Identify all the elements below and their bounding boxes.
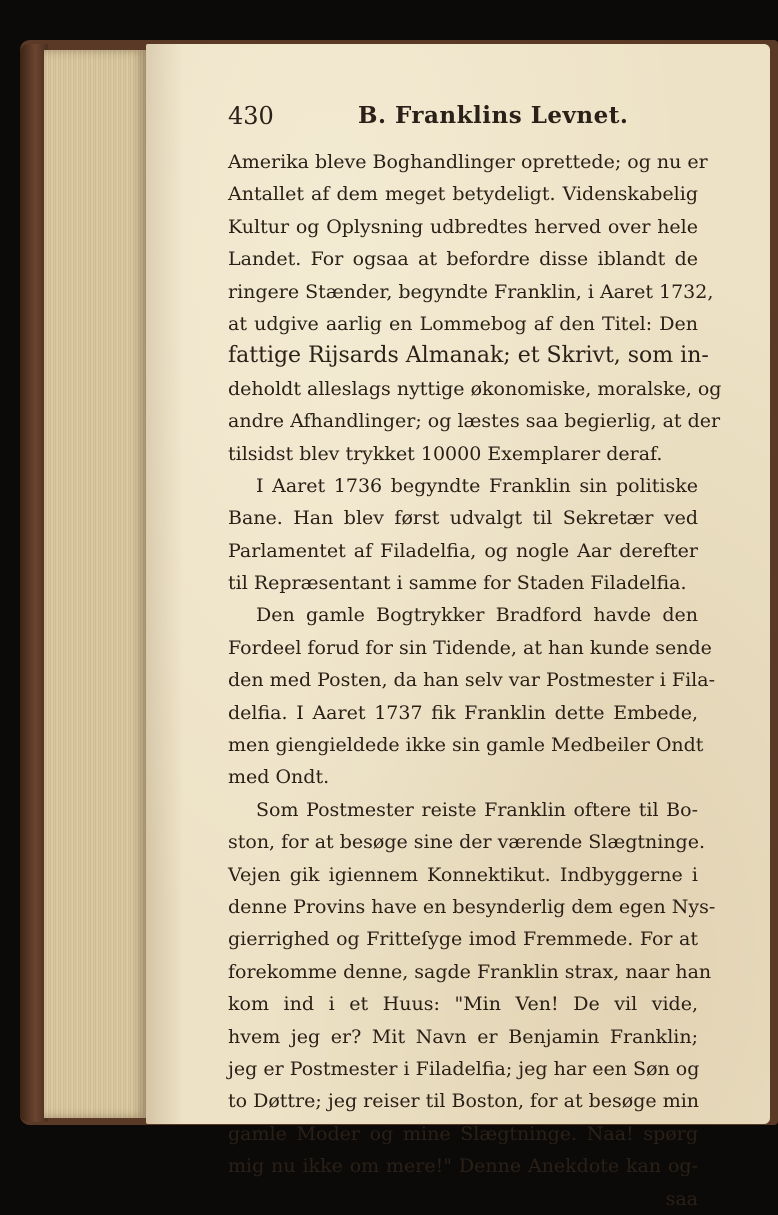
text-line: men giengieldede ikke sin gamle Medbeiler Ondt <box>228 734 704 757</box>
text-line: andre Afhandlinger; og læstes saa begierlig, at der <box>228 410 721 433</box>
text-line: denne Provins have en besynderlig dem egen Nys- <box>228 895 716 918</box>
text-line: delfia. I Aaret 1737 fik Franklin dette Embede, <box>228 701 698 724</box>
text-line: Vejen gik igiennem Konnektikut. Indbyggerne i <box>228 863 698 886</box>
body-text <box>228 146 722 1215</box>
page-number: 430 <box>228 102 274 130</box>
running-head <box>0 96 778 136</box>
text-line: fattige Rijsards Almanak; et Skrivt, som in- <box>228 343 709 369</box>
text-line: gamle Moder og mine Slægtninge. Naa! spørg <box>228 1122 698 1145</box>
text-line: Landet. For ogsaa at befordre disse iblandt de <box>228 248 698 271</box>
text-line: den med Posten, da han selv var Postmester i Fila- <box>228 669 715 692</box>
text-line: Parlamentet af Filadelfia, og nogle Aar derefter <box>228 539 698 562</box>
text-line: Fordeel forud for sin Tidende, at han kunde sende <box>228 636 712 659</box>
text-line: deholdt alleslags nyttige økonomiske, moralske, og <box>228 377 722 400</box>
text-line: Kultur og Oplysning udbredtes herved over hele <box>228 215 698 238</box>
text-line: Som Postmester reiste Franklin oftere til Bo- <box>256 798 698 821</box>
running-head-title: B. Franklins Levnet. <box>358 102 629 129</box>
text-line: hvem jeg er? Mit Navn er Benjamin Franklin; <box>228 1025 698 1048</box>
text-line: Antallet af dem meget betydeligt. Videnskabelig <box>228 183 698 206</box>
text-line: I Aaret 1736 begyndte Franklin sin politiske <box>256 474 698 497</box>
text-line: jeg er Postmester i Filadelfia; jeg har een Søn og <box>228 1057 700 1080</box>
page-edges <box>44 50 146 1118</box>
text-line: to Døttre; jeg reiser til Boston, for at besøge min <box>228 1090 700 1113</box>
text-line: kom ind i et Huus: "Min Ven! De vil vide, <box>228 993 698 1016</box>
text-line: Bane. Han blev først udvalgt til Sekretær ved <box>228 507 698 530</box>
text-line: med Ondt. <box>228 766 330 789</box>
catchword: saa <box>665 1187 698 1210</box>
text-line: ston, for at besøge sine der værende Slægtninge. <box>228 831 706 854</box>
text-line: Amerika bleve Boghandlinger oprettede; og nu er <box>228 151 708 173</box>
text-line: til Repræsentant i samme for Staden Filadelfia. <box>228 572 687 595</box>
text-line: mig nu ikke om mere!" Denne Anekdote kan og- <box>228 1155 698 1178</box>
text-line: forekomme denne, sagde Franklin strax, naar han <box>228 960 712 983</box>
text-line: gierrighed og Fritteſyge imod Fremmede. For at <box>228 928 698 951</box>
text-line: Den gamle Bogtrykker Bradford havde den <box>256 604 698 627</box>
text-line: tilsidst blev trykket 10000 Exemplarer deraf. <box>228 442 663 465</box>
text-line: ringere Stænder, begyndte Franklin, i Aaret 1732, <box>228 280 714 303</box>
text-line: at udgive aarlig en Lommebog af den Titel: Den <box>228 312 698 335</box>
